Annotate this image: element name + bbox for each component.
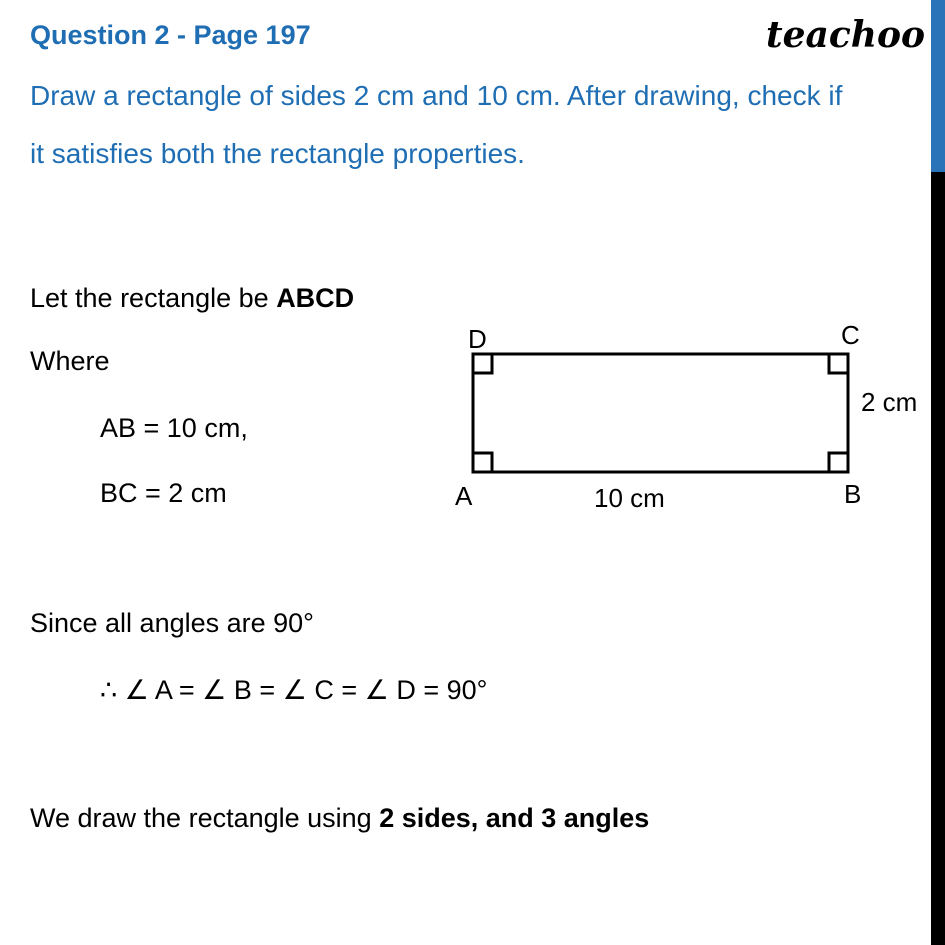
question-line-2: it satisfies both the rectangle properties. [30,138,525,169]
draw-method-text: We draw the rectangle using [30,803,380,833]
let-rectangle-text: Let the rectangle be [30,283,277,313]
angles-equation: ∴ ∠ A = ∠ B = ∠ C = ∠ D = 90° [100,675,488,705]
vertex-label-b: B [844,479,862,509]
right-angle-mark-b [829,453,848,472]
vertex-label-a: A [455,481,473,511]
right-angle-mark-d [473,354,492,373]
right-length-label: 2 cm [861,387,918,417]
bottom-length-label: 10 cm [594,483,665,513]
vertex-label-c: C [841,320,860,350]
draw-method-bold: 2 sides, and 3 angles [379,803,650,833]
page-title: Question 2 - Page 197 [30,20,311,50]
right-angle-mark-c [829,354,848,373]
vertex-label-d: D [468,324,487,354]
angles-statement: Since all angles are 90° [30,608,314,638]
question-line-1: Draw a rectangle of sides 2 cm and 10 cm. After drawing, check if [30,80,843,111]
where-line: Where [30,346,110,376]
right-angle-mark-a [473,453,492,472]
rectangle-abcd [473,354,848,472]
side-bar-accent [931,0,945,172]
let-rectangle-line [30,283,354,314]
draw-method-line [30,803,649,834]
side-bc-line: BC = 2 cm [100,478,227,508]
page-side-bar [931,0,945,945]
teachoo-logo: teachoo [766,14,925,56]
rectangle-name: ABCD [276,283,355,313]
rectangle-diagram [440,310,930,520]
side-ab-line: AB = 10 cm, [100,413,248,443]
